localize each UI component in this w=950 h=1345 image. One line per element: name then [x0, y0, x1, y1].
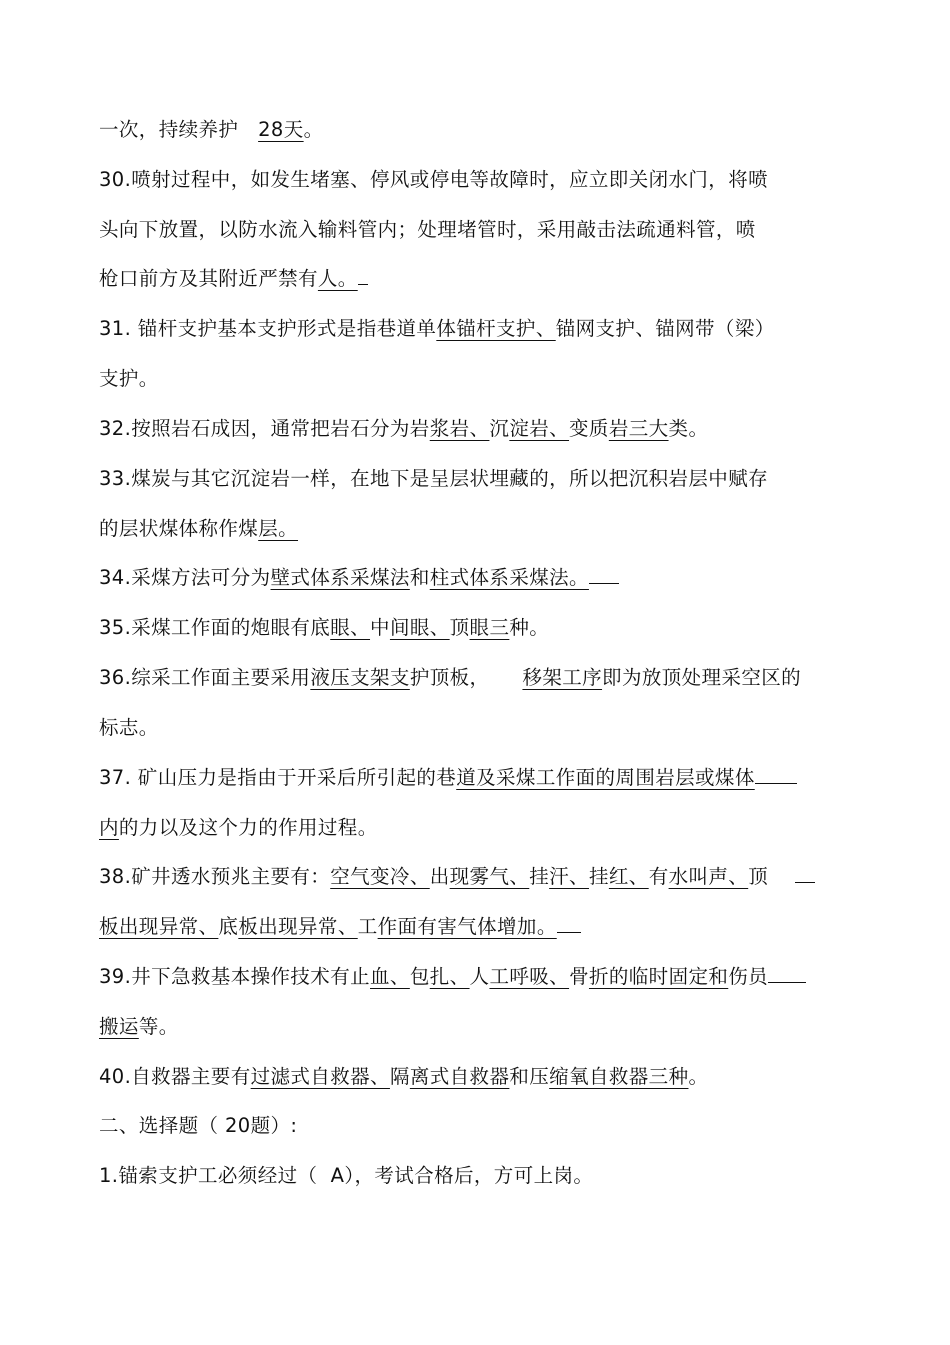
text-segment: 31. 锚杆支护基本支护形式是指巷道单: [99, 317, 437, 340]
text-segment: 支护。: [99, 367, 159, 390]
text-line-15: [99, 815, 378, 841]
text-segment: 变质: [569, 417, 609, 440]
text-line-6: [99, 366, 159, 392]
answer-blank: 空气变冷、: [330, 865, 430, 888]
text-line-5: [99, 316, 775, 342]
answer-blank: 作面有害气体增加。: [377, 915, 557, 938]
answer-blank: 现雾气、: [449, 865, 530, 888]
text-segment: 36.综采工作面主要采用: [99, 666, 311, 689]
text-segment: 中: [370, 616, 390, 639]
text-segment: 32.按照岩石成因，通常把岩石分为岩: [99, 417, 430, 440]
text-line-10: [99, 565, 619, 591]
text-line-16: [99, 864, 815, 890]
text-segment: 顶: [748, 865, 769, 888]
text-segment: 二、选择题（ 20题）:: [99, 1114, 298, 1137]
text-segment: 底: [218, 915, 239, 938]
answer-blank: 层。: [258, 517, 299, 540]
text-segment: 30.喷射过程中，如发生堵塞、停风或停电等故障时，应立即关闭水门，将喷: [99, 168, 769, 191]
text-segment: 33.煤炭与其它沉淀岩一样，在地下是呈层状埋藏的，所以把沉积岩层中赋存: [99, 467, 769, 490]
text-segment: 标志。: [99, 716, 159, 739]
text-segment: 35.采煤工作面的炮眼有底: [99, 616, 331, 639]
text-line-8: [99, 466, 768, 492]
answer-choice: A: [330, 1164, 345, 1187]
answer-blank: 人。: [317, 267, 358, 290]
blank-underline: [589, 565, 619, 584]
text-line-12: [99, 665, 801, 691]
blank-underline: [795, 864, 815, 883]
text-segment: 37. 矿山压力是指由于开采后所引起的巷: [99, 766, 457, 789]
text-segment: 34.采煤方法可分为: [99, 566, 271, 589]
text-segment: 护顶板，: [409, 666, 490, 689]
text-segment: 包: [409, 965, 430, 988]
text-segment: 。: [303, 118, 324, 141]
text-segment: 锚网支护、锚网带（梁）: [555, 317, 775, 340]
text-segment: 骨: [569, 965, 589, 988]
text-segment: 和压: [509, 1065, 550, 1088]
blank-underline: [768, 964, 806, 983]
text-segment: 的力以及这个力的作用过程。: [118, 816, 378, 839]
text-line-1: [99, 117, 324, 143]
text-segment: 种。: [509, 616, 550, 639]
text-line-7: [99, 416, 708, 442]
text-line-9: [99, 516, 298, 542]
text-segment: 即为放顶处理采空区的: [602, 666, 802, 689]
text-segment: 39.井下急救基本操作技术有止: [99, 965, 371, 988]
text-segment: 有: [648, 865, 669, 888]
answer-blank: 红、: [608, 865, 649, 888]
text-segment: 工: [357, 915, 378, 938]
answer-blank: 扎、: [429, 965, 470, 988]
section-heading: [99, 1113, 297, 1139]
blank-underline: [358, 266, 368, 285]
text-segment: 出: [429, 865, 450, 888]
text-segment: 38.矿井透水预兆主要有：: [99, 865, 331, 888]
answer-blank: 血、: [370, 965, 410, 988]
text-segment: ），考试合格后，方可上岗。: [344, 1164, 594, 1187]
answer-blank: 岩三大: [608, 417, 669, 440]
text-line-2: [99, 167, 768, 193]
text-line-22: [99, 1163, 593, 1189]
text-segment: 顶: [449, 616, 470, 639]
text-line-11: [99, 615, 549, 641]
text-segment: 和: [409, 566, 430, 589]
answer-blank: 工呼吸、: [489, 965, 570, 988]
answer-blank: 水叫声、: [668, 865, 749, 888]
answer-blank: 体锚杆支护、: [436, 317, 556, 340]
answer-blank: 道及采煤工作面的周围岩层或煤体: [456, 766, 755, 789]
answer-blank: 搬运: [99, 1015, 139, 1038]
text-line-17: [99, 914, 581, 940]
text-segment: 人: [469, 965, 490, 988]
answer-blank: 眼三: [469, 616, 510, 639]
text-line-19: [99, 1014, 179, 1040]
answer-blank: 眼、: [330, 616, 371, 639]
answer-blank: 缩氧自救器三种: [549, 1065, 689, 1088]
answer-blank: 板出现异常、: [99, 915, 219, 938]
text-segment: 伤员: [728, 965, 769, 988]
answer-blank: 过滤式自救器、: [250, 1065, 390, 1088]
text-segment: 。: [688, 1065, 709, 1088]
text-line-18: [99, 964, 806, 990]
text-segment: 等。: [138, 1015, 179, 1038]
answer-blank: 折的临时固定和: [588, 965, 729, 988]
answer-blank: 间眼、: [389, 616, 450, 639]
text-segment: 枪口前方及其附近严禁有: [99, 267, 318, 290]
text-segment: 沉: [489, 417, 510, 440]
text-line-13: [99, 715, 159, 741]
text-line-3: [99, 217, 756, 243]
answer-blank: 板出现异常、: [238, 915, 358, 938]
answer-blank: 液压支架支: [310, 666, 410, 689]
text-segment: 头向下放置，以防水流入输料管内；处理堵管时，采用敲击法疏通料管，喷: [99, 218, 756, 241]
answer-blank: 柱式体系采煤法。: [429, 566, 589, 589]
answer-blank: 28天: [258, 118, 304, 141]
answer-blank: 浆岩、: [429, 417, 490, 440]
text-segment: 隔: [389, 1065, 410, 1088]
text-segment: 40.自救器主要有: [99, 1065, 251, 1088]
answer-blank: 离式自救器: [409, 1065, 510, 1088]
answer-blank: 淀岩、: [509, 417, 570, 440]
text-segment: 挂: [588, 865, 609, 888]
text-line-20: [99, 1064, 708, 1090]
answer-blank: 移架工序: [522, 666, 603, 689]
answer-blank: 汗、: [549, 865, 589, 888]
text-segment: 类。: [668, 417, 709, 440]
text-line-4: [99, 266, 368, 292]
answer-blank: 壁式体系采煤法: [270, 566, 410, 589]
blank-underline: [755, 765, 797, 784]
text-segment: 挂: [529, 865, 550, 888]
answer-blank: 内: [99, 816, 119, 839]
text-segment: 的层状煤体称作煤: [99, 517, 259, 540]
text-segment: 一次，持续养护: [99, 118, 239, 141]
text-segment: 1.锚索支护工必须经过（: [99, 1164, 318, 1187]
blank-underline: [557, 914, 581, 933]
text-line-14: [99, 765, 797, 791]
